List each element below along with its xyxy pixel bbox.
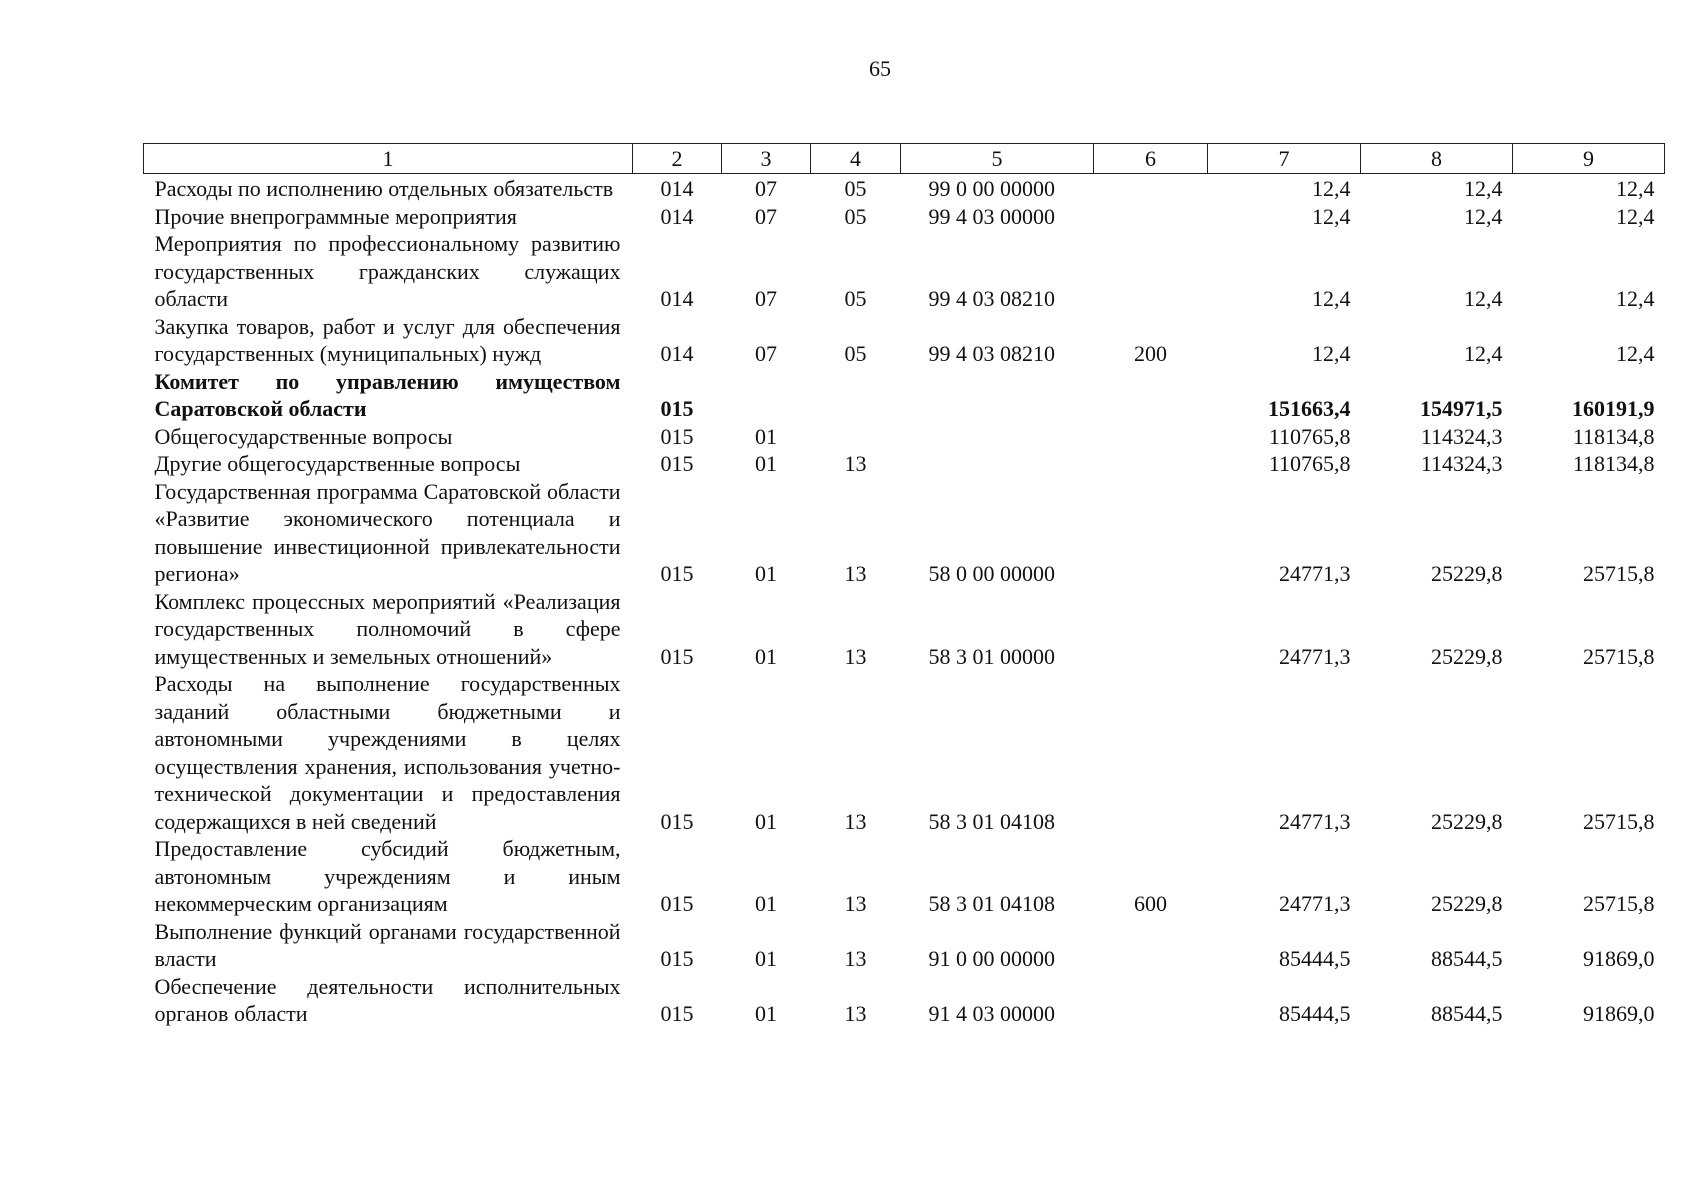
- row-name: Мероприятия по профессиональному развитию государственных гражданских служащих области: [154, 231, 621, 311]
- row-target-article: 91 4 03 00000: [928, 1001, 1055, 1026]
- row-expense-type: [1094, 973, 1208, 1028]
- table-row: [144, 174, 1665, 203]
- row-subsection-code: 13: [844, 946, 867, 971]
- column-header: 5: [901, 144, 1094, 174]
- row-name: Комплекс процессных мероприятий «Реализация государственных полномочий в сфере имущественных и земельных отношений»: [154, 588, 621, 669]
- row-ministry-code: 015: [660, 891, 694, 916]
- row-amount-year-2: 12,4: [1464, 203, 1503, 229]
- column-header: 9: [1513, 144, 1665, 174]
- row-amount-year-3: 12,4: [1616, 341, 1655, 366]
- row-amount-year-3: 91869,0: [1583, 1001, 1655, 1026]
- column-header: 7: [1208, 144, 1361, 174]
- row-subsection-code: 13: [844, 808, 867, 834]
- table-row: [144, 203, 1665, 231]
- row-amount-year-3: 12,4: [1616, 286, 1655, 311]
- row-ministry-code: 015: [660, 808, 694, 834]
- row-amount-year-1: 85444,5: [1279, 946, 1351, 971]
- row-amount-year-1: 24771,3: [1279, 561, 1351, 586]
- row-section-code: [722, 368, 811, 423]
- row-target-article: 58 3 01 00000: [928, 643, 1055, 669]
- row-target-article: 91 0 00 00000: [928, 946, 1055, 971]
- row-subsection-code: [811, 423, 901, 451]
- row-amount-year-2: 114324,3: [1420, 451, 1503, 476]
- row-subsection-code: 05: [844, 341, 867, 366]
- table-body: [144, 174, 1665, 1028]
- row-name: Закупка товаров, работ и услуг для обеспечения государственных (муниципальных) нужд: [154, 313, 621, 366]
- row-section-code: 07: [755, 286, 777, 311]
- row-subsection-code: 13: [844, 891, 867, 916]
- row-ministry-code: 015: [660, 946, 694, 971]
- row-expense-type: 200: [1134, 341, 1167, 366]
- row-amount-year-1: 12,4: [1312, 203, 1351, 229]
- row-amount-year-2: 88544,5: [1431, 946, 1503, 971]
- row-target-article: 99 4 03 08210: [928, 341, 1055, 366]
- column-header: 6: [1094, 144, 1208, 174]
- table-row: [144, 478, 1665, 588]
- page-number: 65: [869, 56, 891, 81]
- table-row: [144, 450, 1665, 478]
- row-section-code: 07: [755, 203, 777, 229]
- row-amount-year-2: 25229,8: [1431, 643, 1503, 669]
- row-amount-year-1: 12,4: [1312, 286, 1351, 311]
- row-subsection-code: 05: [844, 286, 867, 311]
- row-amount-year-2: 88544,5: [1431, 1001, 1503, 1026]
- row-section-code: 01: [755, 946, 777, 971]
- table-row: [144, 588, 1665, 671]
- row-subsection-code: 05: [844, 176, 867, 201]
- row-amount-year-3: 25715,8: [1583, 808, 1655, 834]
- table-row: [144, 670, 1665, 835]
- row-name: Государственная программа Саратовской области «Развитие экономического потенциала и повышение инвестиционной привлекательности региона»: [154, 478, 621, 586]
- row-expense-type: [1094, 174, 1208, 203]
- column-header: 4: [811, 144, 901, 174]
- row-expense-type: [1094, 230, 1208, 313]
- row-amount-year-3: 160191,9: [1572, 396, 1655, 421]
- row-amount-year-1: 12,4: [1312, 341, 1351, 366]
- row-ministry-code: 014: [660, 286, 694, 311]
- row-expense-type: [1094, 478, 1208, 588]
- row-target-article: 58 0 00 00000: [928, 561, 1055, 586]
- row-name: Предоставление субсидий бюджетным, автономным учреждениям и иным некоммерческим организациям: [154, 836, 621, 916]
- row-section-code: 01: [755, 1001, 777, 1026]
- column-header: 8: [1361, 144, 1513, 174]
- row-subsection-code: 13: [844, 561, 867, 586]
- row-amount-year-1: 24771,3: [1279, 891, 1351, 916]
- table-row: [144, 835, 1665, 918]
- row-ministry-code: 015: [660, 396, 694, 421]
- row-subsection-code: 05: [844, 203, 867, 229]
- row-amount-year-3: 12,4: [1616, 176, 1655, 201]
- row-amount-year-2: 154971,5: [1420, 396, 1503, 421]
- row-expense-type: [1094, 368, 1208, 423]
- row-amount-year-2: 25229,8: [1431, 891, 1503, 916]
- row-section-code: 01: [755, 561, 777, 586]
- table-row: [144, 230, 1665, 313]
- column-header: 3: [722, 144, 811, 174]
- row-section-code: 01: [755, 643, 777, 669]
- row-amount-year-2: 25229,8: [1431, 808, 1503, 834]
- row-name: Комитет по управлению имуществом Саратовской области: [154, 368, 621, 421]
- row-ministry-code: 014: [660, 341, 694, 366]
- row-ministry-code: 015: [660, 1001, 694, 1026]
- row-amount-year-1: 12,4: [1312, 176, 1351, 201]
- row-target-article: [901, 368, 1094, 423]
- row-expense-type: [1094, 670, 1208, 835]
- row-ministry-code: 015: [660, 643, 694, 669]
- row-target-article: 58 3 01 04108: [928, 891, 1055, 916]
- row-target-article: 99 4 03 08210: [928, 286, 1055, 311]
- column-header: 1: [144, 144, 633, 174]
- row-target-article: [901, 423, 1094, 451]
- row-ministry-code: 015: [660, 423, 694, 449]
- row-name: Прочие внепрограммные мероприятия: [154, 203, 517, 229]
- row-subsection-code: 13: [844, 451, 867, 476]
- row-expense-type: [1094, 588, 1208, 671]
- row-name: Другие общегосударственные вопросы: [154, 451, 521, 476]
- row-expense-type: 600: [1134, 891, 1167, 916]
- row-target-article: 99 0 00 00000: [928, 176, 1055, 201]
- table-row: [144, 313, 1665, 368]
- row-amount-year-3: 91869,0: [1583, 946, 1655, 971]
- row-ministry-code: 014: [660, 176, 694, 201]
- row-amount-year-3: 25715,8: [1583, 643, 1655, 669]
- row-ministry-code: 015: [660, 561, 694, 586]
- row-name: Общегосударственные вопросы: [154, 423, 453, 449]
- row-name: Выполнение функций органами государственной власти: [154, 918, 621, 971]
- table-row: [144, 973, 1665, 1028]
- row-section-code: 01: [755, 808, 777, 834]
- row-section-code: 01: [755, 451, 777, 476]
- row-amount-year-1: 110765,8: [1268, 423, 1351, 449]
- row-amount-year-3: 12,4: [1616, 203, 1655, 229]
- row-amount-year-2: 114324,3: [1420, 423, 1503, 449]
- row-target-article: 58 3 01 04108: [928, 808, 1055, 834]
- row-target-article: 99 4 03 00000: [928, 203, 1055, 229]
- budget-table: [143, 143, 1665, 1028]
- row-ministry-code: 014: [660, 203, 694, 229]
- table-row: [144, 918, 1665, 973]
- row-section-code: 07: [755, 176, 777, 201]
- row-subsection-code: 13: [844, 643, 867, 669]
- row-amount-year-1: 24771,3: [1279, 643, 1351, 669]
- row-section-code: 07: [755, 341, 777, 366]
- row-amount-year-2: 12,4: [1464, 176, 1503, 201]
- column-header: 2: [633, 144, 722, 174]
- row-name: Обеспечение деятельности исполнительных органов области: [154, 973, 621, 1026]
- row-expense-type: [1094, 918, 1208, 973]
- row-ministry-code: 015: [660, 451, 694, 476]
- row-amount-year-2: 12,4: [1464, 286, 1503, 311]
- table-row: [144, 368, 1665, 423]
- row-expense-type: [1094, 423, 1208, 451]
- row-amount-year-1: 24771,3: [1279, 808, 1351, 834]
- table-row: [144, 423, 1665, 451]
- table-header-row: [144, 144, 1665, 174]
- row-expense-type: [1094, 450, 1208, 478]
- row-section-code: 01: [755, 891, 777, 916]
- row-expense-type: [1094, 203, 1208, 231]
- row-name: Расходы на выполнение государственных заданий областными бюджетными и автономными учреждениями в целях осуществления хранения, использования учетно-технической документации и предоставления содержащихся в ней сведений: [154, 671, 621, 834]
- row-amount-year-3: 25715,8: [1583, 561, 1655, 586]
- row-amount-year-1: 151663,4: [1268, 396, 1351, 421]
- row-amount-year-2: 12,4: [1464, 341, 1503, 366]
- row-amount-year-1: 110765,8: [1268, 451, 1351, 476]
- row-section-code: 01: [755, 423, 777, 449]
- row-subsection-code: 13: [844, 1001, 867, 1026]
- row-subsection-code: [811, 368, 901, 423]
- row-amount-year-3: 118134,8: [1572, 451, 1655, 476]
- row-name: Расходы по исполнению отдельных обязательств: [154, 176, 614, 201]
- row-amount-year-3: 118134,8: [1572, 423, 1655, 449]
- row-target-article: [901, 450, 1094, 478]
- row-amount-year-1: 85444,5: [1279, 1001, 1351, 1026]
- row-amount-year-3: 25715,8: [1583, 891, 1655, 916]
- row-amount-year-2: 25229,8: [1431, 561, 1503, 586]
